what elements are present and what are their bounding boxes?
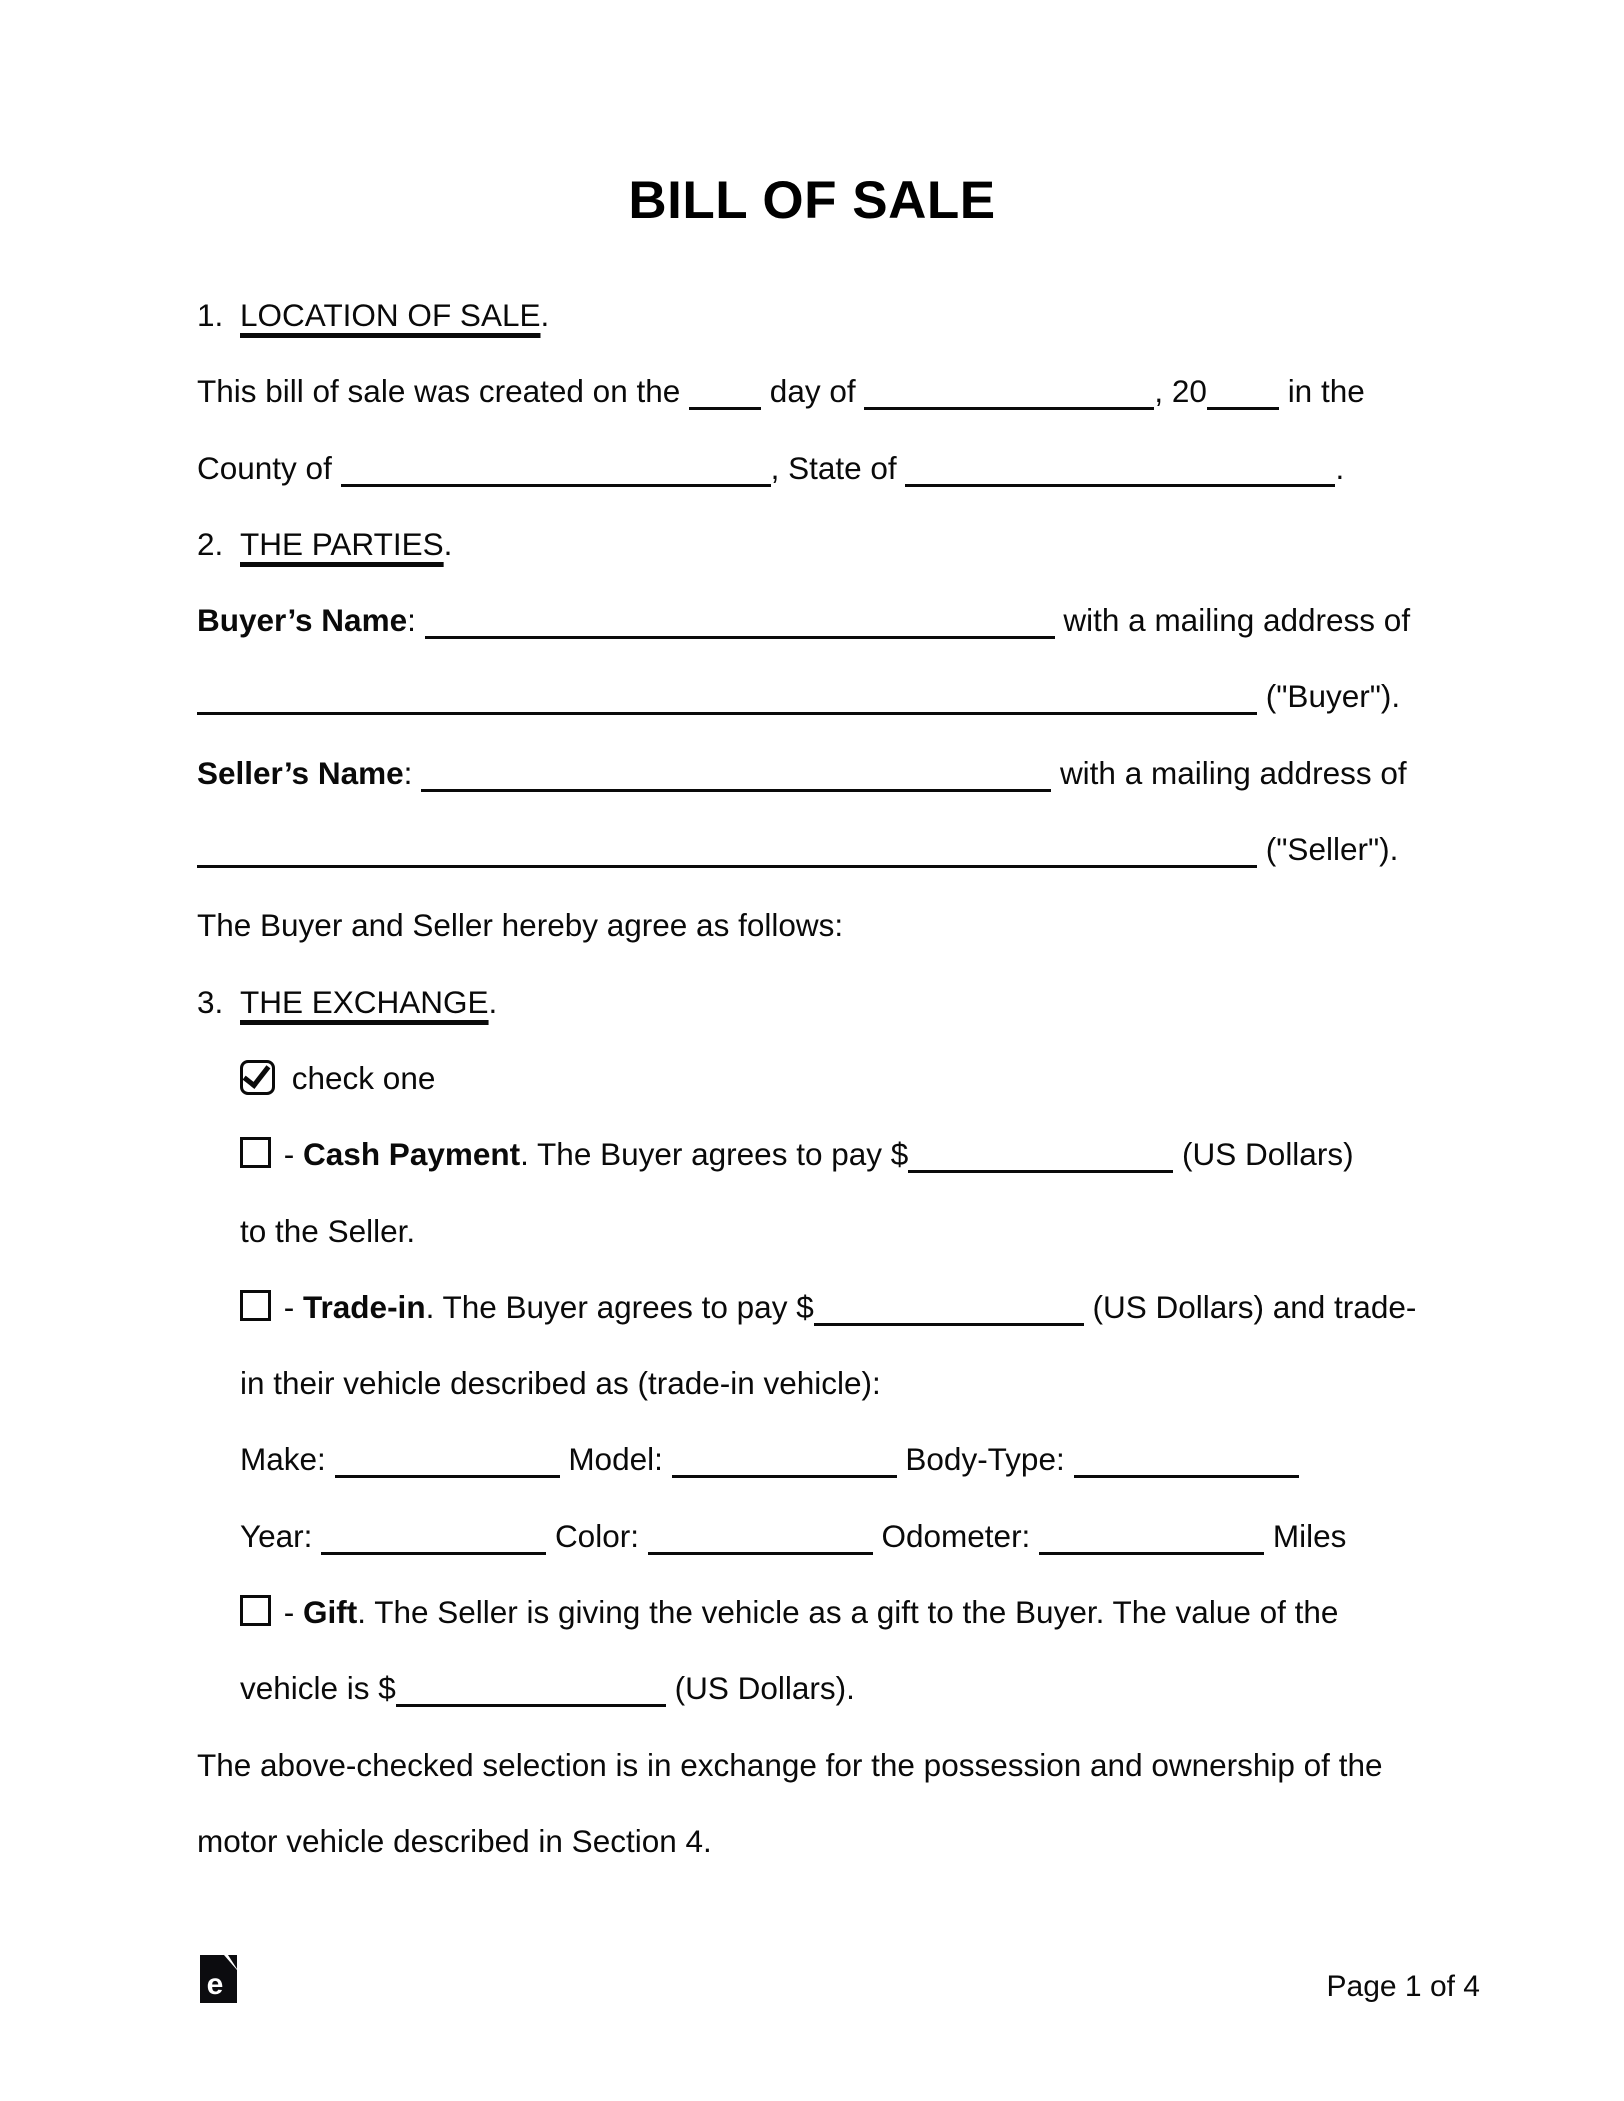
seller-name-colon: : bbox=[403, 754, 413, 791]
year-blank[interactable] bbox=[1207, 403, 1279, 410]
agreement-line bbox=[197, 887, 1487, 963]
section1-heading-period: . bbox=[540, 297, 550, 333]
color-blank[interactable] bbox=[648, 1548, 873, 1555]
closing-text1: The above-checked selection is in exchange for the possession and ownership of the bbox=[197, 1746, 1383, 1783]
checked-checkbox-icon[interactable] bbox=[240, 1060, 275, 1095]
agreement-text: The Buyer and Seller hereby agree as follows: bbox=[197, 907, 844, 944]
seller-name-line bbox=[197, 735, 1487, 811]
section2-heading bbox=[197, 506, 1487, 582]
year-label: Year: bbox=[240, 1517, 313, 1554]
seller-mailing-text: with a mailing address of bbox=[1059, 754, 1407, 791]
section3-number: 3. bbox=[197, 983, 224, 1020]
odometer-blank[interactable] bbox=[1039, 1548, 1264, 1555]
check-one-label: check one bbox=[291, 1059, 436, 1096]
trade-in-checkbox[interactable] bbox=[240, 1290, 271, 1321]
gift-dash: - bbox=[283, 1594, 295, 1631]
gift-us-dollars-label: (US Dollars). bbox=[674, 1670, 855, 1707]
location-line2 bbox=[197, 430, 1487, 506]
cash-dash: - bbox=[283, 1136, 295, 1173]
gift-amount-blank[interactable] bbox=[396, 1700, 666, 1707]
buyer-paren-label: ("Buyer"). bbox=[1265, 678, 1401, 715]
vehicle-row2 bbox=[197, 1498, 1487, 1574]
location-line1 bbox=[197, 353, 1487, 429]
cash-payment-label: Cash Payment bbox=[303, 1136, 521, 1173]
buyer-address-line bbox=[197, 658, 1487, 734]
location-line1-text3: , 20 bbox=[1154, 373, 1207, 410]
miles-label: Miles bbox=[1272, 1517, 1347, 1554]
color-label: Color: bbox=[554, 1517, 639, 1554]
county-label: County of bbox=[197, 449, 332, 486]
cash-payment-line bbox=[197, 1116, 1487, 1192]
section2-heading-period: . bbox=[443, 525, 453, 562]
to-the-seller-text: to the Seller. bbox=[240, 1212, 416, 1249]
model-label: Model: bbox=[568, 1441, 663, 1478]
make-label: Make: bbox=[240, 1441, 326, 1478]
trade-amount-blank[interactable] bbox=[814, 1319, 1084, 1326]
buyer-address-blank[interactable] bbox=[197, 708, 1257, 715]
section1-heading bbox=[197, 277, 1487, 353]
trade-vehicle-text: in their vehicle described as (trade-in vehicle): bbox=[240, 1365, 881, 1402]
section1-number: 1. bbox=[197, 297, 224, 333]
eforms-logo-icon bbox=[200, 1955, 237, 2003]
vehicle-row1 bbox=[197, 1421, 1487, 1497]
closing-text2: motor vehicle described in Section 4. bbox=[197, 1822, 712, 1859]
state-blank[interactable] bbox=[905, 480, 1335, 487]
gift-text: . The Seller is giving the vehicle as a gift to the Buyer. The value of the bbox=[357, 1594, 1339, 1631]
seller-paren-label: ("Seller"). bbox=[1265, 831, 1399, 868]
page-title: BILL OF SALE bbox=[628, 171, 996, 230]
closing-line2 bbox=[197, 1803, 1487, 1879]
buyer-name-line bbox=[197, 582, 1487, 658]
seller-name-blank[interactable] bbox=[421, 785, 1051, 792]
make-blank[interactable] bbox=[335, 1471, 560, 1478]
buyer-name-label: Buyer’s Name bbox=[197, 602, 408, 639]
county-blank[interactable] bbox=[341, 480, 771, 487]
state-label: , State of bbox=[770, 449, 897, 486]
trade-us-dollars-label: (US Dollars) and trade- bbox=[1092, 1288, 1417, 1325]
trade-dash: - bbox=[283, 1288, 295, 1325]
seller-address-line bbox=[197, 811, 1487, 887]
page-number: Page 1 of 4 bbox=[1326, 1970, 1480, 2003]
gift-line bbox=[197, 1574, 1487, 1650]
cash-payment-text: . The Buyer agrees to pay $ bbox=[520, 1136, 909, 1173]
buyer-name-blank[interactable] bbox=[425, 632, 1055, 639]
gift-checkbox[interactable] bbox=[240, 1595, 271, 1626]
buyer-mailing-text: with a mailing address of bbox=[1063, 602, 1411, 639]
trade-in-line bbox=[197, 1269, 1487, 1345]
check-one-line bbox=[197, 1040, 1487, 1116]
body-type-blank[interactable] bbox=[1074, 1471, 1299, 1478]
document-body bbox=[197, 277, 1487, 1879]
eforms-logo-letter: e bbox=[206, 1968, 224, 2001]
buyer-name-colon: : bbox=[407, 602, 416, 639]
trade-in-text: . The Buyer agrees to pay $ bbox=[425, 1288, 814, 1325]
gift-label: Gift bbox=[303, 1594, 358, 1631]
trade-in-label: Trade-in bbox=[303, 1288, 426, 1325]
section1-heading-text: LOCATION OF SALE bbox=[240, 297, 541, 333]
section3-heading-text: THE EXCHANGE bbox=[240, 983, 489, 1020]
trade-in-line2 bbox=[197, 1345, 1487, 1421]
body-type-label: Body-Type: bbox=[905, 1441, 1065, 1478]
section2-heading-text: THE PARTIES bbox=[240, 525, 444, 562]
section2-number: 2. bbox=[197, 525, 224, 562]
cash-amount-blank[interactable] bbox=[908, 1166, 1173, 1173]
location-line1-text2: day of bbox=[769, 373, 856, 410]
cash-payment-checkbox[interactable] bbox=[240, 1137, 271, 1168]
section3-heading bbox=[197, 964, 1487, 1040]
gift-line2 bbox=[197, 1650, 1487, 1726]
model-blank[interactable] bbox=[672, 1471, 897, 1478]
cash-payment-line2 bbox=[197, 1193, 1487, 1269]
location-line2-period: . bbox=[1335, 449, 1345, 486]
year-field-blank[interactable] bbox=[321, 1548, 546, 1555]
cash-us-dollars-label: (US Dollars) bbox=[1182, 1136, 1354, 1173]
month-blank[interactable] bbox=[864, 403, 1154, 410]
location-line1-text1: This bill of sale was created on the bbox=[197, 373, 681, 410]
seller-name-label: Seller’s Name bbox=[197, 754, 404, 791]
odometer-label: Odometer: bbox=[881, 1517, 1031, 1554]
location-line1-text4: in the bbox=[1287, 373, 1365, 410]
day-blank[interactable] bbox=[689, 403, 761, 410]
seller-address-blank[interactable] bbox=[197, 861, 1257, 868]
gift-value-text: vehicle is $ bbox=[240, 1670, 396, 1707]
section3-heading-period: . bbox=[488, 983, 498, 1020]
closing-line1 bbox=[197, 1727, 1487, 1803]
